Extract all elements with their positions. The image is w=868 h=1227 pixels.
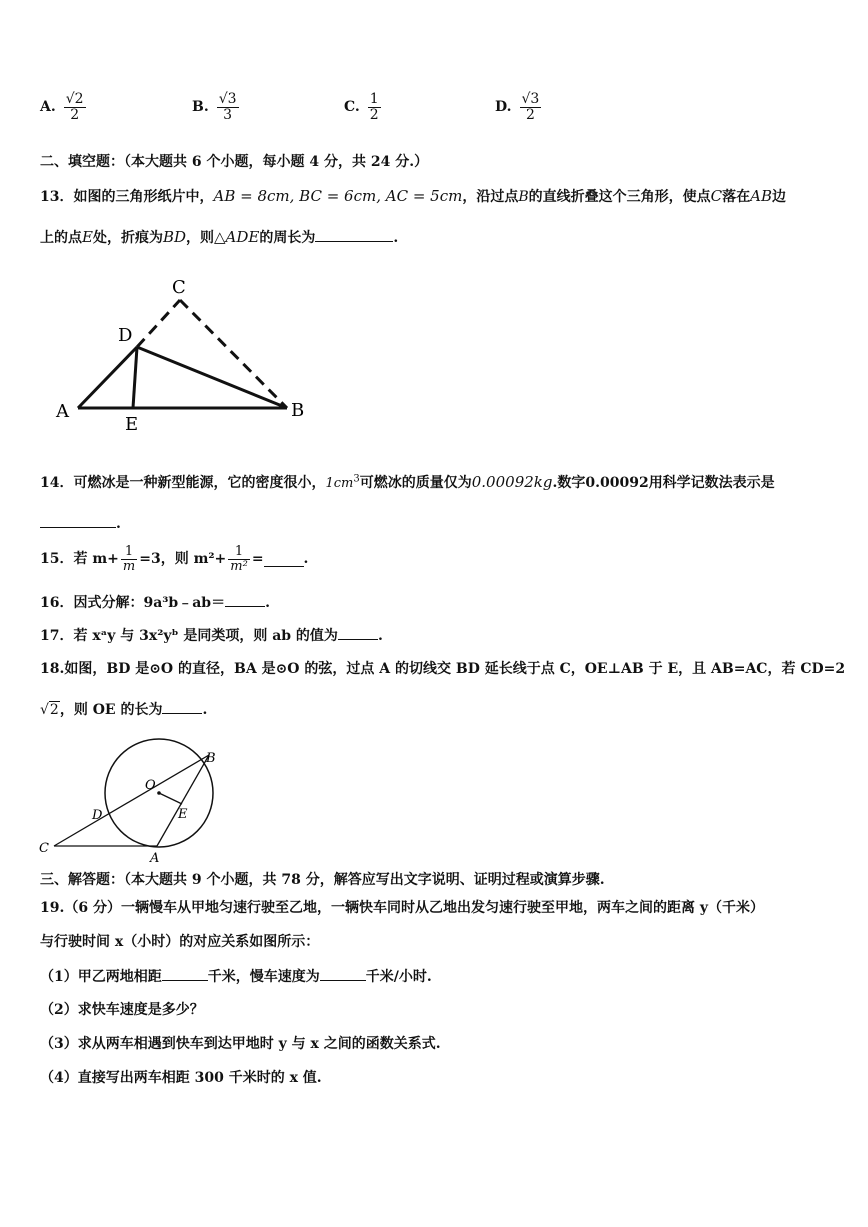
segment-de — [133, 347, 137, 408]
option-label: C. — [344, 99, 360, 116]
answer-blank[interactable] — [315, 227, 393, 242]
point-label-d: D — [118, 325, 133, 346]
option-b — [192, 92, 241, 122]
question-19-part2: （2）求快车速度是多少？ — [40, 1002, 204, 1018]
point-label-a: A — [150, 851, 160, 866]
answer-blank[interactable] — [338, 625, 378, 640]
section-title-solutions: 三、解答题：（本大题共 9 个小题，共 78 分，解答应写出文字说明、证明过程或演算步骤. — [40, 872, 605, 888]
answer-blank[interactable] — [162, 966, 208, 981]
figure-13-triangle — [40, 270, 340, 440]
question-19-part3: （3）求从两车相遇到快车到达甲地时 y 与 x 之间的函数关系式. — [40, 1036, 441, 1052]
point-label-b: B — [206, 751, 216, 766]
point-label-c: C — [172, 277, 186, 298]
fraction-one-over-m: $\frac{1}{m}$ — [122, 543, 136, 574]
question-17: 17．若 xᵃy 与 3x²yᵇ 是同类项，则 ab 的值为 . — [40, 625, 383, 646]
option-label: B. — [192, 99, 209, 116]
point-label-b: B — [291, 400, 305, 421]
point-label-a: A — [56, 401, 69, 422]
answer-blank[interactable] — [225, 592, 265, 607]
option-label: A. — [40, 99, 56, 116]
option-c — [344, 92, 383, 122]
option-fraction: $\frac{√2}{2}$ — [65, 91, 84, 123]
segment-dc-dashed — [137, 300, 180, 347]
question-18-line1: 18.如图，BD 是⊙O 的直径，BA 是⊙O 的弦，过点 A 的切线交 BD 延长线于点 C，OE⊥AB 于 E，且 AB=AC，若 CD=2 — [40, 661, 846, 677]
section-title-fill-in: 二、填空题：（本大题共 6 个小题，每小题 4 分，共 24 分.） — [40, 154, 429, 170]
question-19-part1: （1）甲乙两地相距 千米，慢车速度为 千米/小时. — [40, 966, 432, 987]
line-cb — [54, 755, 209, 846]
segment-cb-dashed — [180, 300, 287, 408]
line-ab — [157, 755, 209, 846]
option-fraction: $\frac{√3}{2}$ — [521, 91, 540, 123]
option-d — [495, 92, 543, 122]
answer-blank[interactable] — [40, 513, 116, 528]
option-fraction: $\frac{1}{2}$ — [369, 91, 379, 123]
question-14-line2: . — [40, 513, 121, 534]
answer-blank[interactable] — [162, 699, 202, 714]
answer-blank[interactable] — [264, 552, 304, 567]
option-a — [40, 92, 88, 122]
sqrt-two: √2 — [40, 702, 59, 718]
point-label-o: O — [145, 778, 156, 793]
segment-ad — [78, 347, 137, 408]
segment-db — [137, 347, 287, 408]
question-14-line1: 14．可燃冰是一种新型能源，它的密度很小，$1cm^3$可燃冰的质量仅为0.00092kg.数字0.00092用科学记数法表示是 — [40, 473, 775, 491]
point-label-e: E — [178, 807, 188, 822]
question-16: 16．因式分解：9a³b﹣ab＝ . — [40, 592, 270, 613]
figure-18-circle — [30, 738, 260, 868]
center-dot — [157, 791, 161, 795]
question-19-part4: （4）直接写出两车相距 300 千米时的 x 值. — [40, 1070, 322, 1086]
answer-blank[interactable] — [320, 966, 366, 981]
question-19-line2: 与行驶时间 x（小时）的对应关系如图所示： — [40, 934, 320, 950]
question-19-line1: 19.（6 分）一辆慢车从甲地匀速行驶至乙地，一辆快车同时从乙地出发匀速行驶至甲地，两车之间的距离 y（千米） — [40, 900, 764, 916]
question-15: 15．若 m+ $\frac{1}{m}$ =3，则 m²+ $\frac{1}{\text{m²}}$ = . — [40, 543, 309, 574]
question-13-line1: 13．如图的三角形纸片中，AB = 8cm, BC = 6cm, AC = 5cm，沿过点B的直线折叠这个三角形，使点C落在AB边 — [40, 187, 786, 205]
question-18-line2: √2，则 OE 的长为 . — [40, 699, 207, 720]
point-label-c: C — [39, 841, 49, 856]
question-13-line2: 上的点E处，折痕为BD，则△ADE的周长为 . — [40, 228, 399, 246]
point-label-d: D — [92, 808, 103, 823]
fraction-one-over-m-squared: $\frac{1}{\text{m²}}$ — [230, 543, 248, 574]
line-oe — [159, 793, 182, 804]
point-label-e: E — [125, 414, 139, 435]
option-fraction: $\frac{√3}{3}$ — [218, 91, 237, 123]
option-label: D. — [495, 99, 512, 116]
